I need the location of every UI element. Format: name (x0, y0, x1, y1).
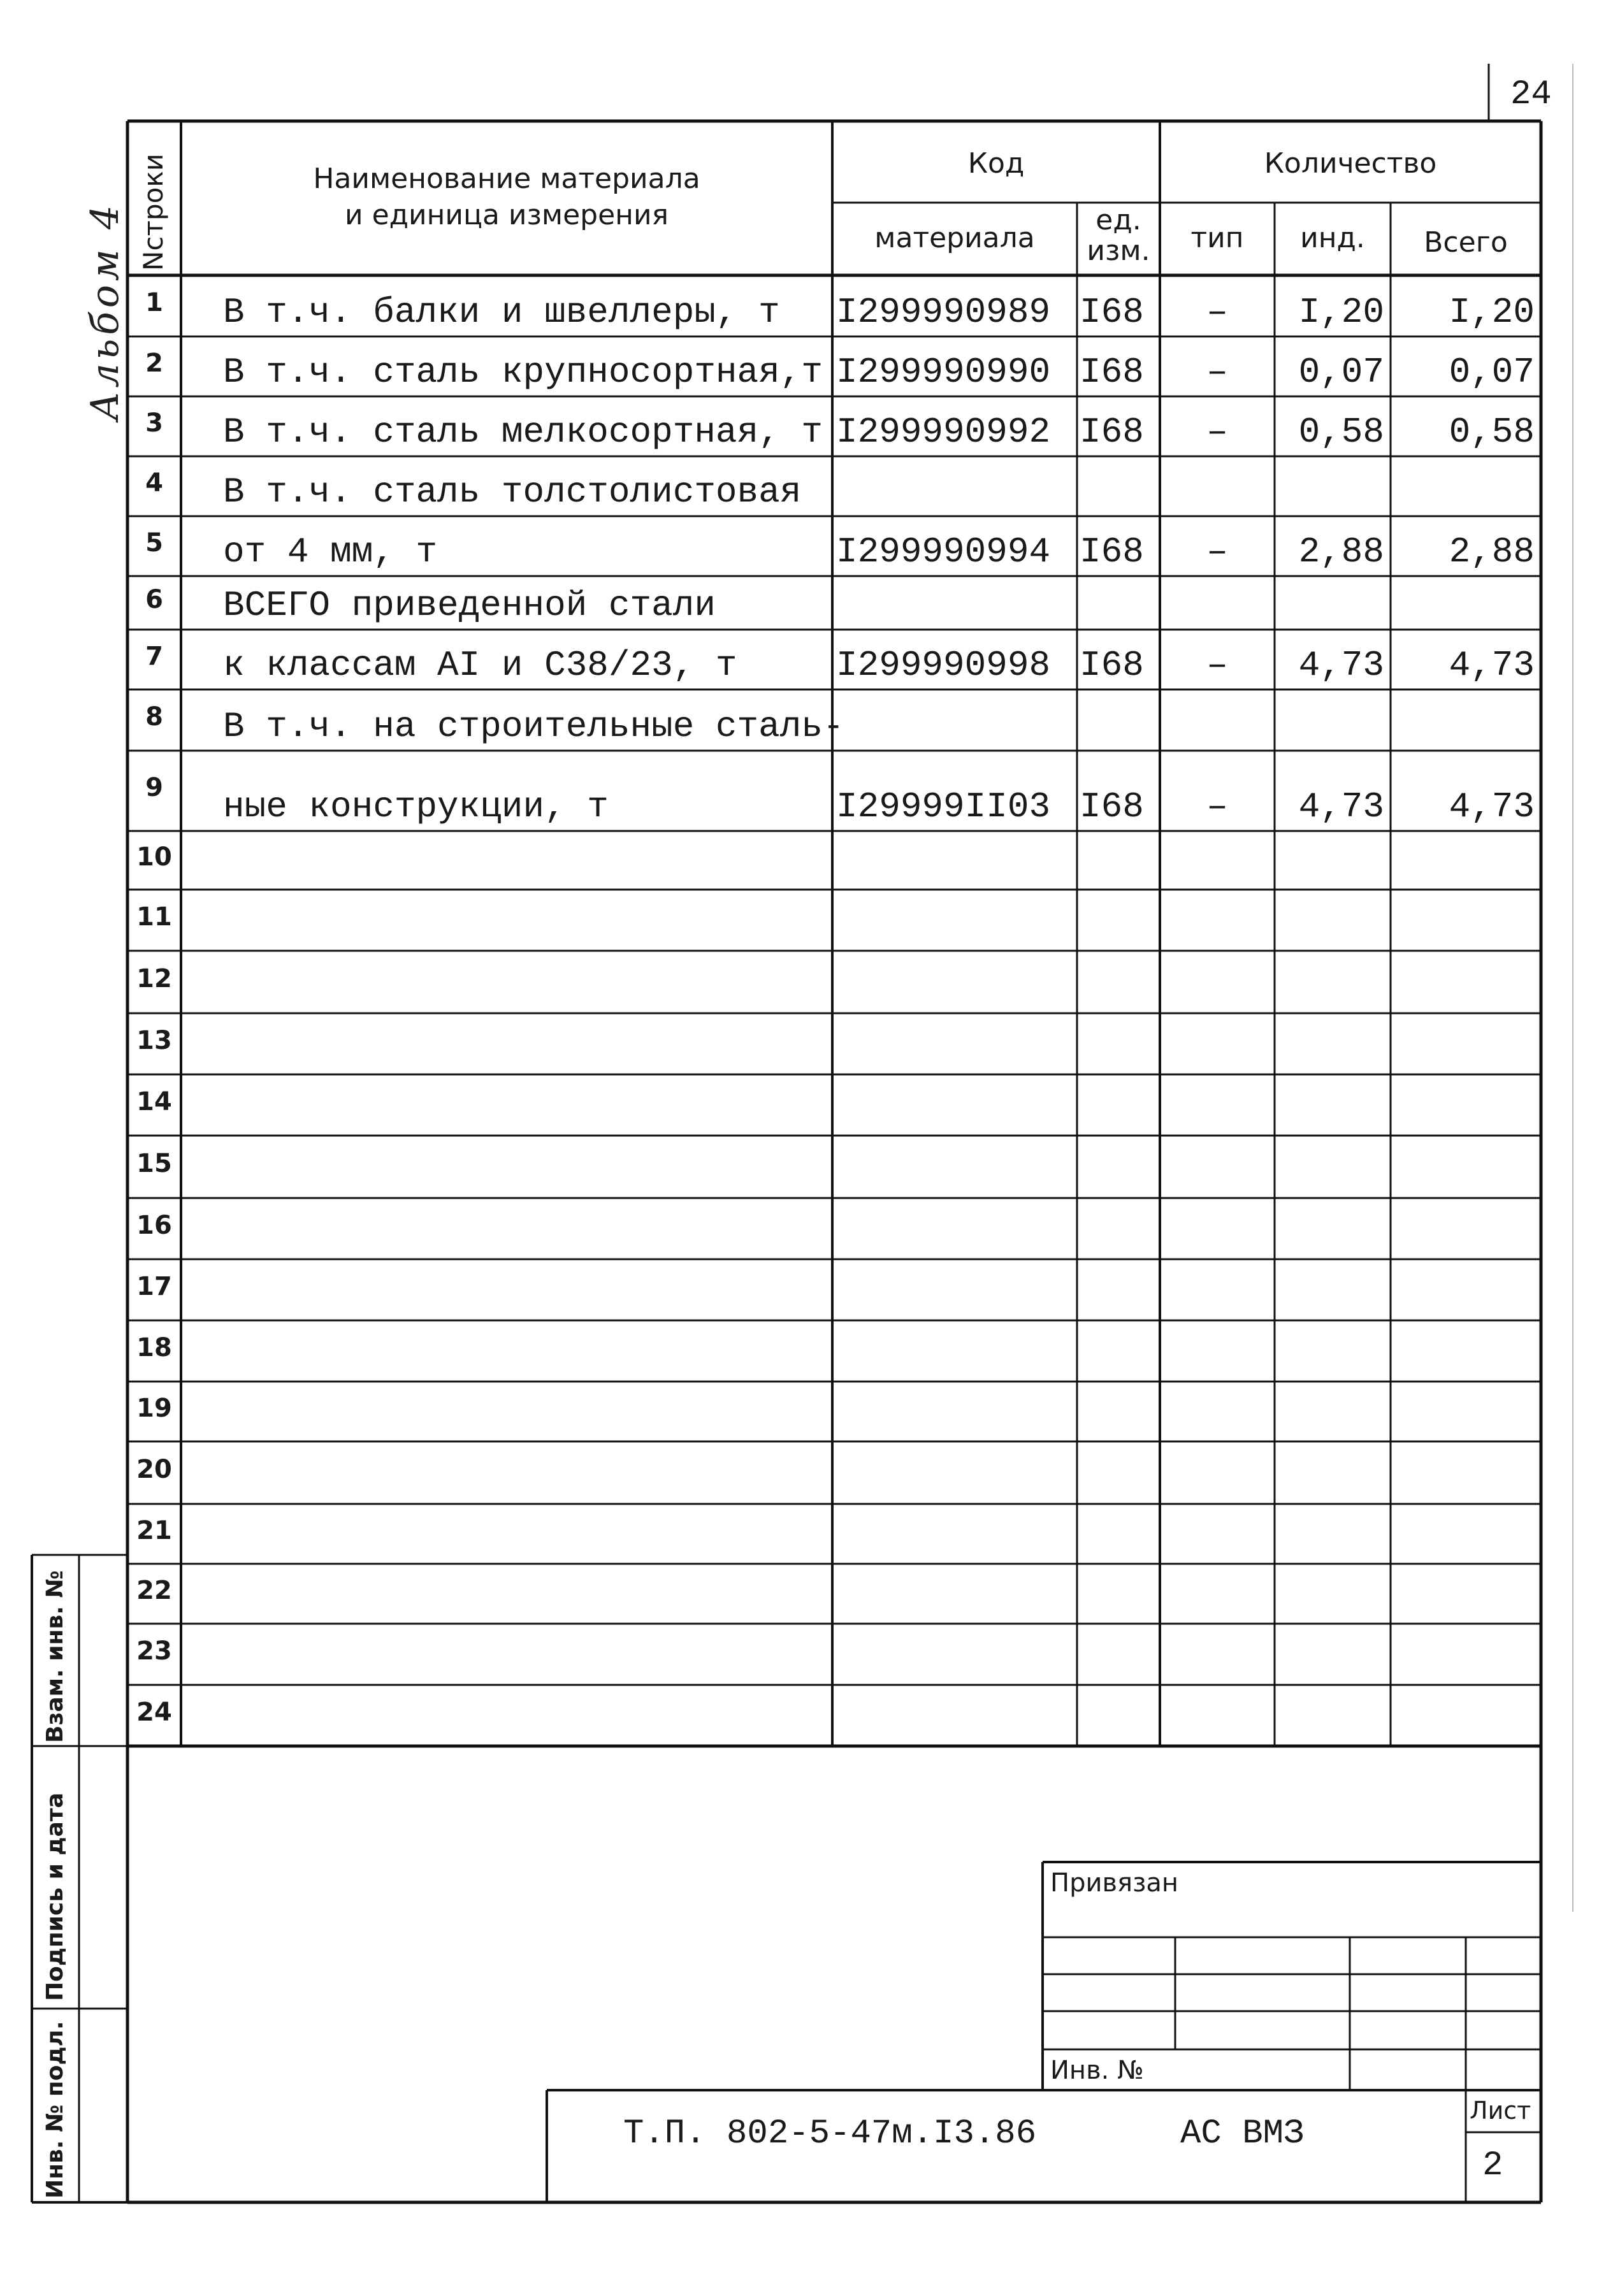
table-row (0, 831, 1620, 890)
header-code-material: материала (874, 222, 1035, 254)
row-number: 3 (145, 408, 163, 438)
cell-code: I299990994 (836, 531, 1051, 572)
cell-code: I299990990 (836, 352, 1051, 393)
cell-name: В т.ч. сталь мелкосортная, т (223, 412, 823, 452)
table-row (0, 1259, 1620, 1320)
cell-total: 4,73 (1449, 786, 1535, 827)
row-number: 15 (136, 1149, 172, 1178)
side-label-vzam: Взам. инв. № (42, 1570, 68, 1743)
cell-name: В т.ч. сталь толстолистовая (223, 472, 802, 512)
cell-name: В т.ч. на строительные сталь- (223, 706, 844, 747)
row-number: 21 (136, 1516, 172, 1545)
cell-ind: 0,58 (1298, 412, 1384, 452)
cell-ind: 4,73 (1298, 786, 1384, 827)
table-row (0, 1013, 1620, 1074)
cell-unit: I68 (1080, 786, 1144, 827)
cell-unit: I68 (1080, 645, 1144, 686)
header-quantity: Количество (1264, 147, 1437, 180)
row-number: 8 (145, 702, 163, 732)
stamp-sheet-label: Лист (1470, 2097, 1531, 2125)
row-number: 6 (145, 585, 163, 614)
cell-total: 2,88 (1449, 531, 1535, 572)
header-name-line1: Наименование материала (313, 162, 700, 195)
header-name-line2: и единица измерения (344, 199, 669, 232)
header-qty-ind: инд. (1300, 222, 1365, 254)
side-label-podpis: Подпись и дата (42, 1793, 68, 2001)
row-number: 24 (136, 1698, 172, 1727)
cell-ind: 0,07 (1298, 352, 1384, 393)
row-number: 5 (145, 528, 163, 558)
header-qty-type: тип (1190, 222, 1244, 254)
cell-type: – (1206, 352, 1228, 393)
table-row (0, 1441, 1620, 1504)
cell-type: – (1206, 786, 1228, 827)
cell-code: I299990989 (836, 292, 1051, 333)
row-number: 19 (136, 1394, 172, 1423)
table-row (0, 630, 1620, 690)
table-row (0, 1564, 1620, 1624)
cell-total: 4,73 (1449, 645, 1535, 686)
cell-unit: I68 (1080, 352, 1144, 393)
cell-name: В т.ч. сталь крупносортная,т (223, 352, 823, 393)
cell-total: 0,58 (1449, 412, 1535, 452)
cell-type: – (1206, 531, 1228, 572)
header-code-unit-line2: изм. (1087, 235, 1150, 268)
cell-type: – (1206, 645, 1228, 686)
row-number: 9 (145, 773, 163, 802)
cell-type: – (1206, 412, 1228, 452)
row-number: 20 (136, 1455, 172, 1484)
sheet-number: 24 (1510, 75, 1552, 114)
cell-total: 0,07 (1449, 352, 1535, 393)
table-row (0, 336, 1620, 396)
table-row (0, 275, 1620, 336)
cell-name: ВСЕГО приведенной стали (223, 585, 716, 626)
stamp-section: АС ВМЗ (1180, 2114, 1305, 2153)
row-number: 1 (145, 288, 163, 317)
table-row (0, 1074, 1620, 1136)
row-number: 18 (136, 1333, 172, 1362)
cell-name: от 4 мм, т (223, 531, 438, 572)
table-row (0, 1685, 1620, 1746)
table-row (0, 1320, 1620, 1382)
cell-unit: I68 (1080, 531, 1144, 572)
table-row (0, 456, 1620, 516)
table-row (0, 951, 1620, 1013)
cell-name: В т.ч. балки и швеллеры, т (223, 292, 780, 333)
row-number: 2 (145, 349, 163, 378)
stamp-inv-no: Инв. № (1050, 2056, 1144, 2085)
row-number: 12 (136, 964, 172, 993)
stamp-doc-code: Т.П. 802-5-47м.I3.86 (623, 2114, 1037, 2153)
header-code-unit (1077, 205, 1160, 267)
row-number: 4 (145, 468, 163, 498)
header-code: Код (967, 147, 1025, 180)
table-row (0, 890, 1620, 951)
table-row (0, 516, 1620, 576)
album-note: Альбом 4 (83, 201, 127, 421)
row-number: 10 (136, 842, 172, 872)
cell-ind: I,20 (1298, 292, 1384, 333)
cell-name: к классам АI и С38/23, т (223, 645, 737, 686)
table-row (0, 1136, 1620, 1198)
table-row (0, 396, 1620, 456)
row-number: 14 (136, 1087, 172, 1116)
cell-unit: I68 (1080, 412, 1144, 452)
cell-total: I,20 (1449, 292, 1535, 333)
cell-ind: 2,88 (1298, 531, 1384, 572)
stamp-privyazan: Привязан (1050, 1868, 1179, 1898)
side-label-inv-podl: Инв. № подл. (42, 2021, 68, 2199)
row-number: 7 (145, 642, 163, 671)
row-number: 23 (136, 1636, 172, 1666)
table-row (0, 576, 1620, 630)
cell-name: ные конструкции, т (223, 786, 609, 827)
table-row (0, 1382, 1620, 1441)
row-number: 22 (136, 1576, 172, 1605)
row-number: 17 (136, 1272, 172, 1301)
row-number: 16 (136, 1211, 172, 1240)
header-row-no: Nстроки (138, 154, 169, 271)
row-number: 11 (136, 902, 172, 932)
stamp-sheet-value: 2 (1482, 2146, 1503, 2185)
header-qty-total: Всего (1424, 226, 1508, 259)
table-row (0, 751, 1620, 831)
cell-code: I299990992 (836, 412, 1051, 452)
cell-unit: I68 (1080, 292, 1144, 333)
row-number: 13 (136, 1026, 172, 1055)
table-row (0, 1624, 1620, 1685)
table-row (0, 1198, 1620, 1259)
table-row (0, 1504, 1620, 1564)
cell-code: I29999II03 (836, 786, 1051, 827)
cell-code: I299990998 (836, 645, 1051, 686)
cell-type: – (1206, 292, 1228, 333)
header-name (181, 161, 832, 233)
cell-ind: 4,73 (1298, 645, 1384, 686)
table-row (0, 690, 1620, 751)
header-code-unit-line1: ед. (1096, 204, 1141, 236)
